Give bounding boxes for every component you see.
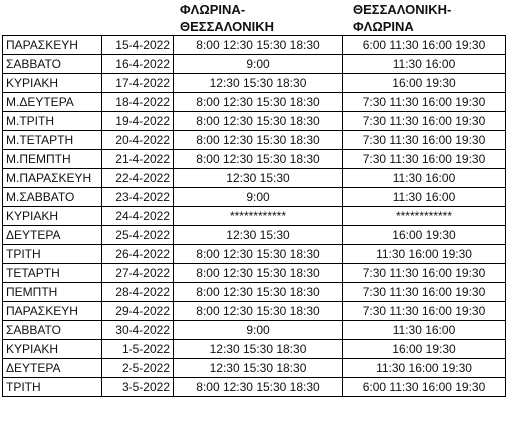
- header-left-line2: ΘΕΣΣΑΛΟΝΙΚΗ: [180, 19, 274, 34]
- day-cell: ΤΡΙΤΗ: [3, 378, 102, 397]
- thessaloniki-florina-times-cell: 11:30 16:00: [343, 55, 506, 74]
- thessaloniki-florina-times-cell: 7:30 11:30 16:00 19:30: [343, 112, 506, 131]
- thessaloniki-florina-times-cell: 11:30 16:00: [343, 188, 506, 207]
- schedule-table-body: [3, 36, 506, 397]
- day-cell: ΠΑΡΑΣΚΕΥΗ: [3, 36, 102, 55]
- day-cell: ΚΥΡΙΑΚΗ: [3, 74, 102, 93]
- day-cell: ΤΕΤΑΡΤΗ: [3, 264, 102, 283]
- florina-thessaloniki-times-cell: 9:00: [174, 55, 343, 74]
- florina-thessaloniki-times-cell: 8:00 12:30 15:30 18:30: [174, 245, 343, 264]
- florina-thessaloniki-times-cell: 12:30 15:30 18:30: [174, 340, 343, 359]
- florina-thessaloniki-times-cell: 8:00 12:30 15:30 18:30: [174, 112, 343, 131]
- florina-thessaloniki-times-cell: 8:00 12:30 15:30 18:30: [174, 131, 343, 150]
- florina-thessaloniki-times-cell: 8:00 12:30 15:30 18:30: [174, 36, 343, 55]
- date-cell: 26-4-2022: [102, 245, 174, 264]
- day-cell: ΔΕΥΤΕΡΑ: [3, 226, 102, 245]
- date-cell: 30-4-2022: [102, 321, 174, 340]
- table-row: [3, 302, 506, 321]
- thessaloniki-florina-times-cell: 6:00 11:30 16:00 19:30: [343, 36, 506, 55]
- thessaloniki-florina-times-cell: 7:30 11:30 16:00 19:30: [343, 131, 506, 150]
- florina-thessaloniki-times-cell: 8:00 12:30 15:30 18:30: [174, 302, 343, 321]
- day-cell: Μ.ΔΕΥΤΕΡΑ: [3, 93, 102, 112]
- day-cell: Μ.ΣΑΒΒΑΤΟ: [3, 188, 102, 207]
- day-cell: Μ.ΠΑΡΑΣΚΕΥΗ: [3, 169, 102, 188]
- date-cell: 24-4-2022: [102, 207, 174, 226]
- florina-thessaloniki-times-cell: 8:00 12:30 15:30 18:30: [174, 150, 343, 169]
- table-row: [3, 74, 506, 93]
- header-florina-thessaloniki: [180, 1, 274, 35]
- table-row: [3, 112, 506, 131]
- table-row: [3, 283, 506, 302]
- header-right-line2: ΦΛΩΡΙΝΑ: [353, 19, 414, 34]
- florina-thessaloniki-times-cell: ************: [174, 207, 343, 226]
- table-row: [3, 378, 506, 397]
- florina-thessaloniki-times-cell: 12:30 15:30 18:30: [174, 359, 343, 378]
- day-cell: ΠΑΡΑΣΚΕΥΗ: [3, 302, 102, 321]
- table-row: [3, 131, 506, 150]
- day-cell: Μ.ΤΡΙΤΗ: [3, 112, 102, 131]
- day-cell: ΠΕΜΠΤΗ: [3, 283, 102, 302]
- thessaloniki-florina-times-cell: 11:30 16:00 19:30: [343, 359, 506, 378]
- header-left-line1: ΦΛΩΡΙΝΑ-: [180, 2, 246, 17]
- day-cell: ΚΥΡΙΑΚΗ: [3, 207, 102, 226]
- thessaloniki-florina-times-cell: 7:30 11:30 16:00 19:30: [343, 264, 506, 283]
- thessaloniki-florina-times-cell: 11:30 16:00 19:30: [343, 245, 506, 264]
- thessaloniki-florina-times-cell: 7:30 11:30 16:00 19:30: [343, 302, 506, 321]
- florina-thessaloniki-times-cell: 8:00 12:30 15:30 18:30: [174, 378, 343, 397]
- table-row: [3, 321, 506, 340]
- table-row: [3, 188, 506, 207]
- day-cell: ΚΥΡΙΑΚΗ: [3, 340, 102, 359]
- table-row: [3, 264, 506, 283]
- thessaloniki-florina-times-cell: 7:30 11:30 16:00 19:30: [343, 150, 506, 169]
- day-cell: ΣΑΒΒΑΤΟ: [3, 55, 102, 74]
- date-cell: 27-4-2022: [102, 264, 174, 283]
- florina-thessaloniki-times-cell: 12:30 15:30: [174, 226, 343, 245]
- table-row: [3, 245, 506, 264]
- schedule-header: [0, 0, 513, 35]
- thessaloniki-florina-times-cell: 7:30 11:30 16:00 19:30: [343, 93, 506, 112]
- day-cell: ΤΡΙΤΗ: [3, 245, 102, 264]
- table-row: [3, 169, 506, 188]
- thessaloniki-florina-times-cell: 6:00 11:30 16:00 19:30: [343, 378, 506, 397]
- table-row: [3, 226, 506, 245]
- table-row: [3, 207, 506, 226]
- day-cell: Μ.ΤΕΤΑΡΤΗ: [3, 131, 102, 150]
- date-cell: 20-4-2022: [102, 131, 174, 150]
- day-cell: Μ.ΠΕΜΠΤΗ: [3, 150, 102, 169]
- thessaloniki-florina-times-cell: 16:00 19:30: [343, 74, 506, 93]
- date-cell: 29-4-2022: [102, 302, 174, 321]
- date-cell: 25-4-2022: [102, 226, 174, 245]
- florina-thessaloniki-times-cell: 8:00 12:30 15:30 18:30: [174, 93, 343, 112]
- date-cell: 17-4-2022: [102, 74, 174, 93]
- date-cell: 3-5-2022: [102, 378, 174, 397]
- date-cell: 2-5-2022: [102, 359, 174, 378]
- florina-thessaloniki-times-cell: 9:00: [174, 188, 343, 207]
- table-row: [3, 340, 506, 359]
- thessaloniki-florina-times-cell: ************: [343, 207, 506, 226]
- header-thessaloniki-florina: [353, 1, 451, 35]
- date-cell: 15-4-2022: [102, 36, 174, 55]
- florina-thessaloniki-times-cell: 8:00 12:30 15:30 18:30: [174, 283, 343, 302]
- date-cell: 1-5-2022: [102, 340, 174, 359]
- thessaloniki-florina-times-cell: 16:00 19:30: [343, 340, 506, 359]
- thessaloniki-florina-times-cell: 11:30 16:00: [343, 321, 506, 340]
- thessaloniki-florina-times-cell: 16:00 19:30: [343, 226, 506, 245]
- day-cell: ΣΑΒΒΑΤΟ: [3, 321, 102, 340]
- date-cell: 22-4-2022: [102, 169, 174, 188]
- date-cell: 16-4-2022: [102, 55, 174, 74]
- date-cell: 23-4-2022: [102, 188, 174, 207]
- thessaloniki-florina-times-cell: 7:30 11:30 16:00 19:30: [343, 283, 506, 302]
- schedule-table: [2, 35, 506, 397]
- thessaloniki-florina-times-cell: 11:30 16:00: [343, 169, 506, 188]
- florina-thessaloniki-times-cell: 9:00: [174, 321, 343, 340]
- table-row: [3, 55, 506, 74]
- table-row: [3, 150, 506, 169]
- table-row: [3, 359, 506, 378]
- table-row: [3, 93, 506, 112]
- florina-thessaloniki-times-cell: 12:30 15:30: [174, 169, 343, 188]
- date-cell: 19-4-2022: [102, 112, 174, 131]
- day-cell: ΔΕΥΤΕΡΑ: [3, 359, 102, 378]
- header-right-line1: ΘΕΣΣΑΛΟΝΙΚΗ-: [353, 2, 452, 17]
- florina-thessaloniki-times-cell: 12:30 15:30 18:30: [174, 74, 343, 93]
- date-cell: 21-4-2022: [102, 150, 174, 169]
- table-row: [3, 36, 506, 55]
- florina-thessaloniki-times-cell: 8:00 12:30 15:30 18:30: [174, 264, 343, 283]
- date-cell: 18-4-2022: [102, 93, 174, 112]
- date-cell: 28-4-2022: [102, 283, 174, 302]
